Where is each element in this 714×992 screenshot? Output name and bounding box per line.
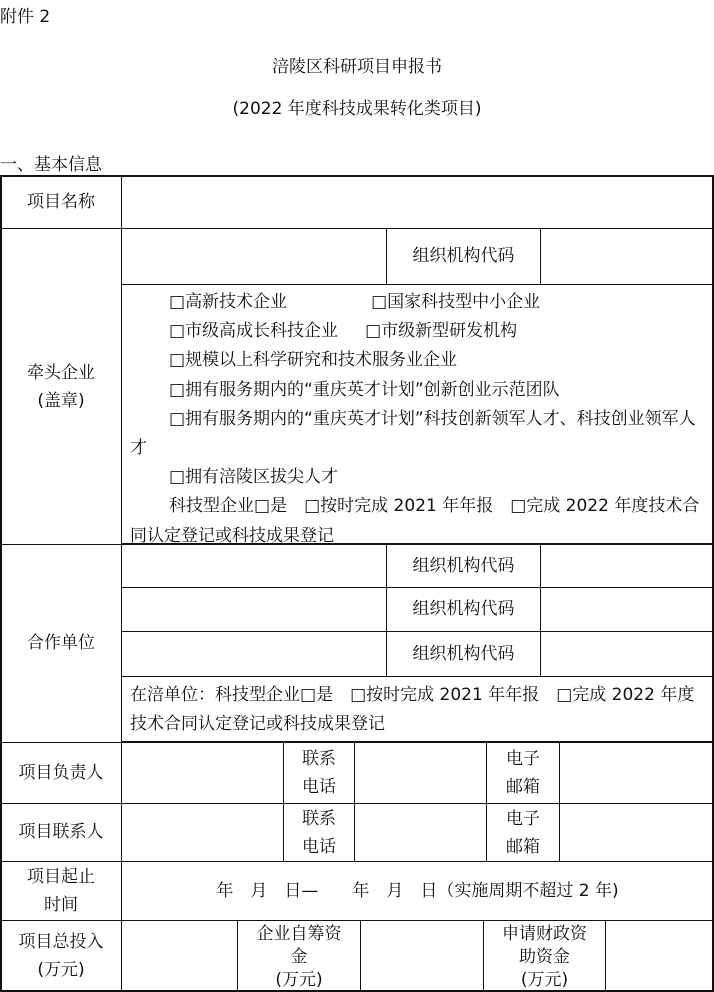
checkbox-lead-contract-registration[interactable]: □完成 2022 年度技术合同认定登记或科技成果登记 [130,496,700,546]
contact-phone-label: 联系 电话 [283,803,355,862]
project-leader-field[interactable] [121,742,284,804]
coop-unit-2-org-code-label: 组织机构代码 [386,587,541,632]
checkbox-high-tech[interactable]: □高新技术企业 [169,292,288,312]
checkbox-coop-annual-report[interactable]: □按时完成 2021 年年报 [350,685,540,705]
leader-email-label: 电子 邮箱 [486,742,560,804]
coop-unit-2-name-field[interactable] [121,587,387,632]
lead-enterprise-options [121,284,714,544]
checkbox-national-sme[interactable]: □国家科技型中小企业 [371,292,541,312]
lead-enterprise-label-line1: 牵头企业 [27,362,95,383]
coop-unit-2-org-code-field[interactable] [540,587,714,632]
attachment-label: 附件 2 [0,7,51,27]
lead-org-code-field[interactable] [540,228,714,285]
self-funding-label: 企业自筹资 金 (万元) [237,920,361,992]
gov-funding-field[interactable] [605,920,714,992]
gov-funding-label: 申请财政资 助资金 (万元) [483,920,606,992]
coop-unit-3-org-code-field[interactable] [540,631,714,677]
checkbox-talent-leader[interactable]: □拥有服务期内的“重庆英才计划”科技创新领军人才、科技创业领军人才 [130,408,696,459]
section-title: 一、基本信息 [0,155,102,175]
contact-email-label: 电子 邮箱 [486,803,560,862]
document-title: 涪陵区科研项目申报书 [272,57,442,77]
project-name-field[interactable] [121,175,714,229]
checkbox-fuling-top-talent[interactable]: □拥有涪陵区拔尖人才 [169,467,339,488]
lead-org-code-label: 组织机构代码 [386,228,541,285]
project-leader-label: 项目负责人 [0,742,122,804]
project-contact-label: 项目联系人 [0,803,122,862]
total-investment-field[interactable] [121,920,238,992]
checkbox-coop-tech-yes[interactable]: □是 [300,685,334,705]
lead-enterprise-label [0,228,122,545]
project-contact-field[interactable] [121,803,284,862]
checkbox-city-high-growth[interactable]: □市级高成长科技企业 [169,321,339,342]
checkbox-scale-research-service[interactable]: □规模以上科学研究和技术服务业企业 [169,350,458,371]
project-name-label: 项目名称 [0,175,122,229]
lead-enterprise-label-line2: (盖章) [37,390,85,411]
checkbox-talent-team[interactable]: □拥有服务期内的“重庆英才计划”创新创业示范团队 [169,379,560,400]
contact-phone-field[interactable] [354,803,487,862]
checkbox-lead-tech-yes[interactable]: □是 [254,496,288,517]
options-row-2 [130,317,707,346]
coop-unit-3-name-field[interactable] [121,631,387,677]
coop-unit-1-org-code-field[interactable] [540,544,714,588]
contact-email-field[interactable] [559,803,714,862]
total-investment-label: 项目总投入 (万元) [0,920,122,992]
leader-email-field[interactable] [559,742,714,804]
coop-unit-1-org-code-label: 组织机构代码 [386,544,541,588]
options-row-1 [130,288,707,317]
checkbox-city-rnd-institution[interactable]: □市级新型研发机构 [365,321,518,342]
leader-phone-field[interactable] [354,742,487,804]
project-period-field[interactable]: 年 月 日— 年 月 日（实施周期不超过 2 年) [121,861,714,921]
lead-tech-enterprise-row: 科技型企业□是 □按时完成 2021 年年报 □完成 2022 年度技术合同认定登记或科技成果登记 [130,496,700,546]
lead-enterprise-name-field[interactable] [121,228,387,285]
coop-unit-1-name-field[interactable] [121,544,387,588]
checkbox-lead-annual-report[interactable]: □按时完成 2021 年年报 [304,496,494,517]
coop-unit-3-org-code-label: 组织机构代码 [386,631,541,677]
checkbox-coop-contract-registration[interactable]: □完成 2022 年度技术合同认定登记或科技成果登记 [130,685,695,734]
self-funding-field[interactable] [360,920,484,992]
cooperation-unit-label: 合作单位 [0,544,122,743]
leader-phone-label: 联系 电话 [283,742,355,804]
project-period-label: 项目起止 时间 [0,861,122,921]
document-subtitle: (2022 年度科技成果转化类项目) [232,99,482,119]
coop-local-unit-row: 在涪单位：科技型企业□是 □按时完成 2021 年年报 □完成 2022 年度技术合同认定登记或科技成果登记 [121,676,714,742]
